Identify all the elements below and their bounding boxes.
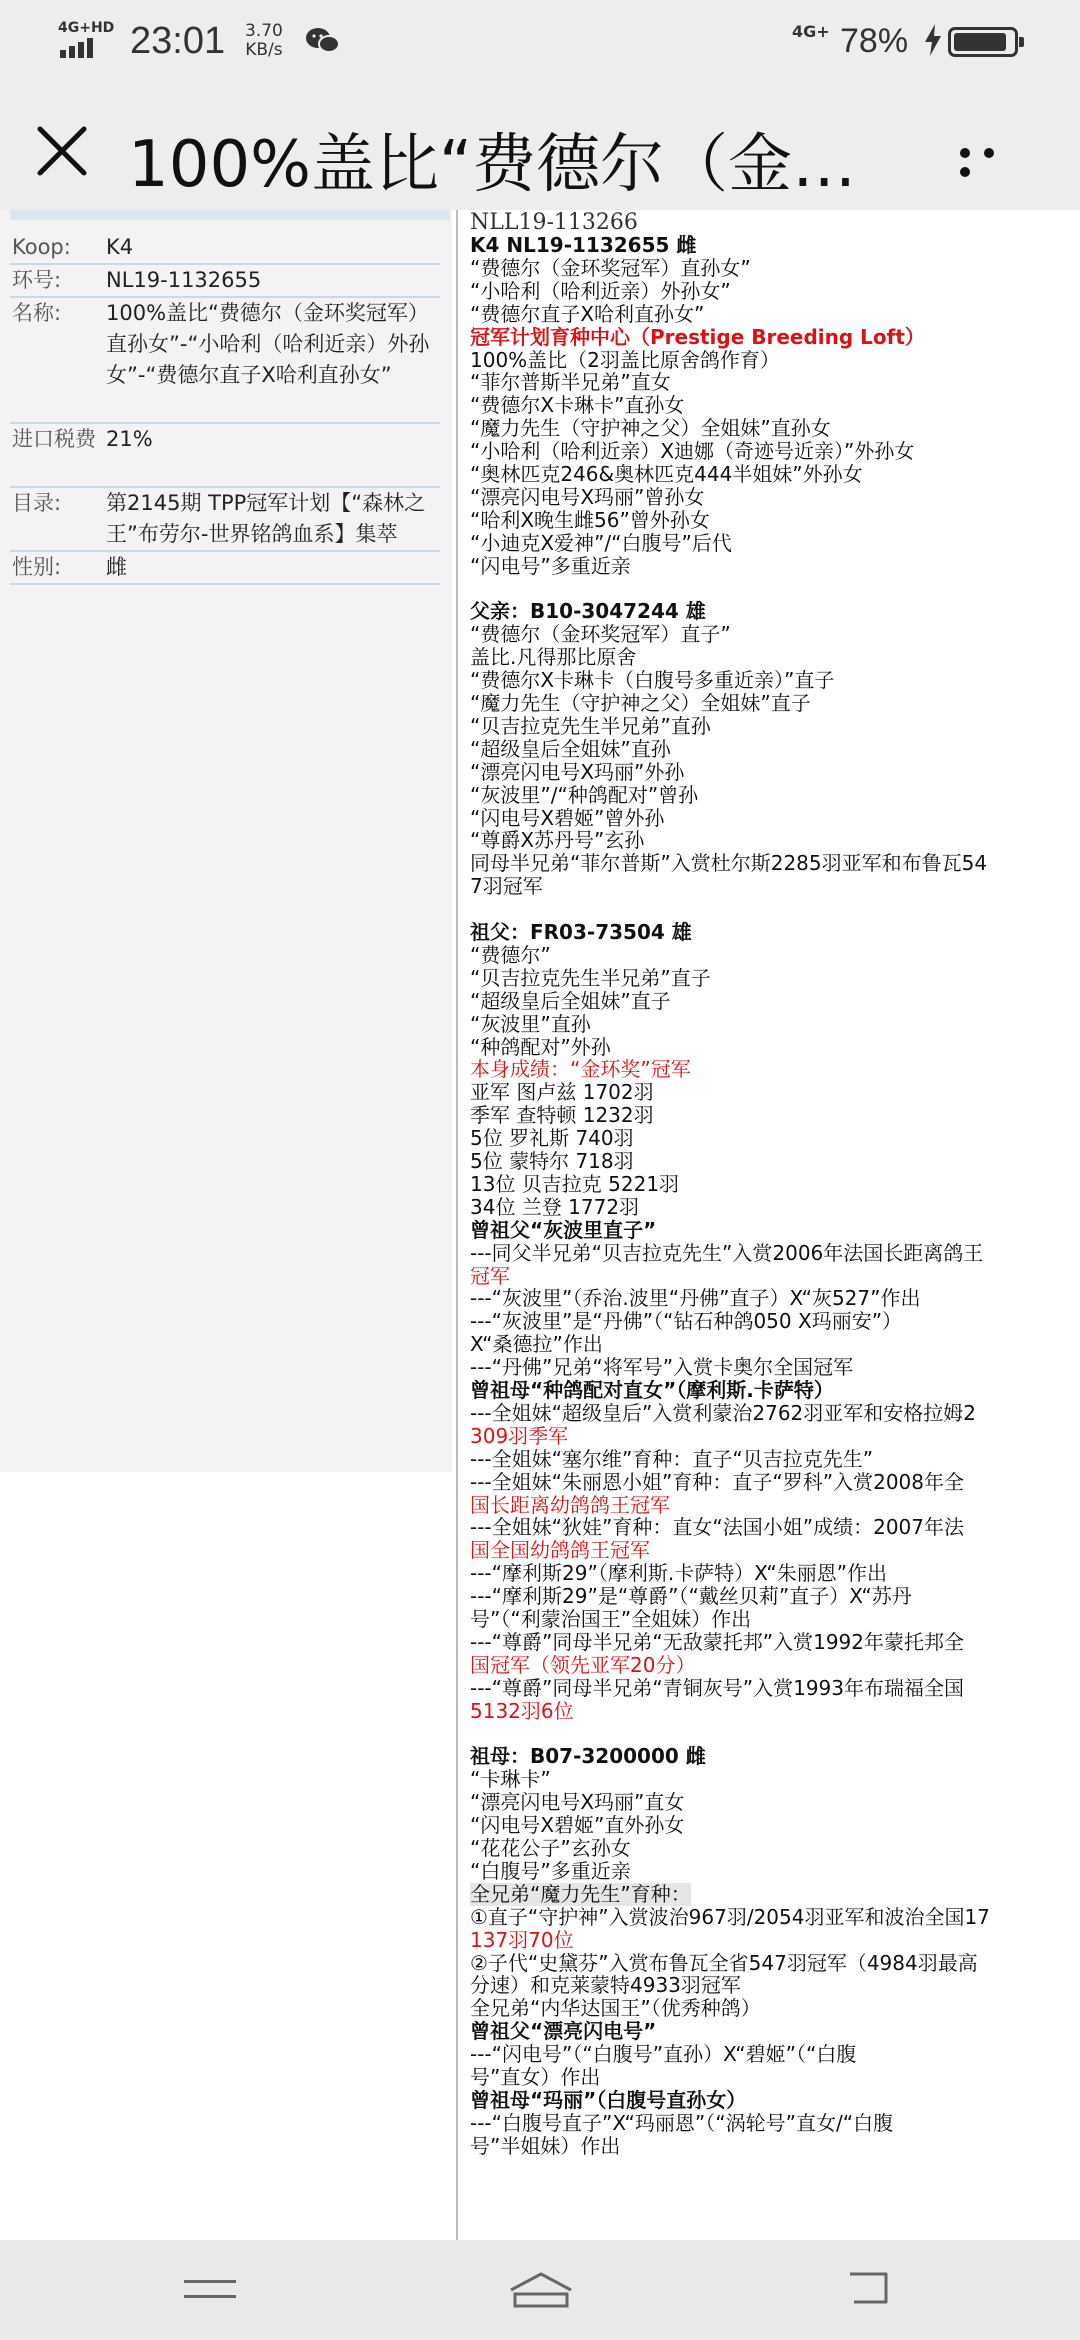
pedigree-line: 冠军计划育种中心（Prestige Breeding Loft） <box>470 324 925 349</box>
pedigree-line: “魔力先生（守护神之父）全姐妹”直子 <box>470 691 811 715</box>
pedigree-line: “漂亮闪电号X玛丽”直女 <box>470 1790 685 1815</box>
info-value: 第2145期 TPP冠军计划【“森林之王”布劳尔-世界铭鸽血系】集萃 <box>106 491 426 546</box>
pedigree-line: 祖母：B07-3200000 雌 <box>470 1744 706 1769</box>
pedigree-line: “哈利X晚生雌56”曾外孙女 <box>470 507 710 532</box>
pedigree-line: “费德尔直子X哈利直孙女” <box>470 301 705 326</box>
pedigree-line: 本身成绩：“金环奖”冠军 <box>470 1057 691 1082</box>
info-label: 目录: <box>12 491 62 515</box>
clock: 23:01 <box>130 20 226 62</box>
info-label: 性别: <box>12 555 62 579</box>
pedigree-line: “费德尔（金环奖冠军）直子” <box>470 622 731 647</box>
network-type-2: 4G+ <box>792 22 830 41</box>
pedigree-line: “尊爵X苏丹号”玄孙 <box>470 828 645 853</box>
pedigree-line: “卡琳卡” <box>470 1767 551 1792</box>
pedigree-line: ---“白腹号直子”X“玛丽恩”（“涡轮号”直女/“白腹 <box>470 2110 894 2135</box>
signal-icon <box>60 38 96 58</box>
pedigree-line: “闪电号”多重近亲 <box>470 553 631 578</box>
pedigree-line: “闪电号X碧姬”曾外孙 <box>470 805 665 830</box>
pedigree-line: 7羽冠军 <box>470 874 543 899</box>
home-icon[interactable] <box>505 2270 577 2310</box>
pedigree-line: 国全国幼鸽鸽王冠军 <box>470 1538 650 1563</box>
pedigree-line: “花花公子”玄孙女 <box>470 1836 631 1860</box>
pedigree-line: “魔力先生（守护神之父）全姐妹”直孙女 <box>470 416 831 441</box>
nav-bar <box>0 2240 1080 2340</box>
pedigree-line: 季军 查特顿 1232羽 <box>470 1103 654 1128</box>
pedigree-line: 同母半兄弟“菲尔普斯”入赏杜尔斯2285羽亚军和布鲁瓦54 <box>470 851 988 876</box>
pedigree-line: 全兄弟“魔力先生”育种： <box>470 1881 691 1906</box>
pedigree-line: ①直子“守护神”入赏波治967羽/2054羽亚军和波治全国17 <box>470 1904 990 1929</box>
pedigree-line: ---“灰波里”（乔治.波里“丹佛”直子）X“灰527”作出 <box>470 1286 921 1311</box>
info-row-gender <box>10 552 440 585</box>
battery-icon <box>948 27 1018 57</box>
info-row-ring <box>10 265 440 298</box>
info-panel <box>0 210 452 1472</box>
speed-value: 3.70 <box>245 21 283 41</box>
pedigree-line: “灰波里”直孙 <box>470 1011 591 1036</box>
bolt-icon <box>924 24 942 60</box>
pedigree-line: “菲尔普斯半兄弟”直女 <box>470 370 671 395</box>
pedigree-line: “超级皇后全姐妹”直孙 <box>470 736 671 761</box>
pedigree-line: ②子代“史黛芬”入赏布鲁瓦全省547羽冠军（4984羽最高 <box>470 1950 978 1975</box>
pedigree-line: “费德尔X卡琳卡（白腹号多重近亲）”直子 <box>470 668 835 693</box>
pedigree-line: ---同父半兄弟“贝吉拉克先生”入赏2006年法国长距离鸽王 <box>470 1240 984 1265</box>
info-value: 100%盖比“费德尔（金环奖冠军）直孙女”-“小哈利（哈利近亲）外孙女”-“费德尔直子X哈利直孙女” <box>106 301 430 387</box>
pedigree-line: X“桑德拉”作出 <box>470 1332 603 1357</box>
network-type: 4G+HD <box>58 20 115 36</box>
pedigree-line: ---“摩利斯29”（摩利斯.卡萨特）X“朱丽恩”作出 <box>470 1561 888 1586</box>
pedigree-line: 国冠军（领先亚军20分） <box>470 1652 696 1677</box>
pedigree-line: 5位 蒙特尔 718羽 <box>470 1149 634 1173</box>
pedigree-line: “费德尔” <box>470 942 551 967</box>
info-value: 21% <box>106 427 153 451</box>
pedigree-line: K4 NL19-1132655 雌 <box>470 233 697 257</box>
pedigree-line: ---全姐妹“超级皇后”入赏利蒙治2762羽亚军和安格拉姆2 <box>470 1400 976 1425</box>
pedigree-line: “贝吉拉克先生半兄弟”直子 <box>470 965 711 990</box>
pedigree-line: 309羽季军 <box>470 1423 569 1448</box>
pedigree-line: “超级皇后全姐妹”直子 <box>470 988 671 1013</box>
info-row-name <box>10 298 440 424</box>
pedigree-line: “漂亮闪电号X玛丽”外孙 <box>470 759 685 784</box>
pedigree-line: ---全姐妹“朱丽恩小姐”育种：直子“罗科”入赏2008年全 <box>470 1469 964 1494</box>
pedigree-line: “贝吉拉克先生半兄弟”直孙 <box>470 713 711 738</box>
pedigree-line: 祖父：FR03-73504 雄 <box>470 920 692 944</box>
info-value: 雌 <box>106 555 127 579</box>
info-label: 进口税费 <box>12 427 96 451</box>
pedigree-line: 5位 罗礼斯 740羽 <box>470 1126 634 1151</box>
pedigree-line: “闪电号X碧姬”直外孙女 <box>470 1813 685 1838</box>
info-row-koop <box>10 232 440 265</box>
pedigree-line: 全兄弟“内华达国王”（优秀种鸽） <box>470 1996 761 2021</box>
pedigree-line: “灰波里”/“种鸽配对”曾孙 <box>470 782 699 807</box>
pedigree-line: ---“尊爵”同母半兄弟“青铜灰号”入赏1993年布瑞福全国 <box>470 1675 964 1700</box>
info-label: 名称: <box>12 301 62 325</box>
network-speed <box>245 22 283 60</box>
pedigree-line: “种鸽配对”外孙 <box>470 1034 611 1059</box>
pedigree-line: “小哈利（哈利近亲）X迪娜（奇迹号近亲）”外孙女 <box>470 439 915 464</box>
info-row-catalog <box>10 488 440 552</box>
pedigree-line: ---全姐妹“狄娃”育种：直女“法国小姐”成绩：2007年法 <box>470 1515 964 1540</box>
pedigree-line: 号”半姐妹）作出 <box>470 2133 621 2158</box>
menu-icon[interactable] <box>184 2280 236 2304</box>
pedigree-line: “费德尔X卡琳卡”直孙女 <box>470 393 685 418</box>
pedigree-line: 34位 兰登 1772羽 <box>470 1194 640 1219</box>
title-bar <box>0 85 1080 210</box>
pedigree-line: ---“尊爵”同母半兄弟“无敌蒙托邦”入赏1992年蒙托邦全 <box>470 1629 964 1654</box>
pedigree-line: 国长距离幼鸽鸽王冠军 <box>470 1492 670 1517</box>
content-area[interactable] <box>0 210 1080 2240</box>
info-value: NL19-1132655 <box>106 268 262 292</box>
page-title: 100%盖比“费德尔（金… <box>128 128 857 202</box>
pedigree-line: 父亲：B10-3047244 雄 <box>470 599 706 624</box>
back-icon[interactable] <box>846 2270 892 2306</box>
pedigree-line: 亚军 图卢兹 1702羽 <box>470 1080 654 1105</box>
pedigree-line: 曾祖母“玛丽”（白腹号直孙女） <box>470 2087 747 2112</box>
pedigree-line: “奥林匹克246&奥林匹克444半姐妹”外孙女 <box>470 462 863 486</box>
pedigree-line: 号”直女）作出 <box>470 2065 601 2089</box>
pedigree-line: 号”（“利蒙治国王”全姐妹）作出 <box>470 1607 752 1631</box>
info-label: Koop: <box>12 235 71 259</box>
wechat-icon <box>305 26 341 60</box>
speed-unit: KB/s <box>245 40 283 60</box>
info-row-tax <box>10 424 440 488</box>
info-value: K4 <box>106 235 134 259</box>
more-icon[interactable] <box>960 143 1030 163</box>
pedigree-header: NLL19-113266 <box>470 210 638 235</box>
close-icon[interactable] <box>36 125 88 177</box>
status-bar <box>0 0 1080 85</box>
pedigree-line: “小迪克X爱神”/“白腹号”后代 <box>470 530 732 555</box>
pedigree-line: 13位 贝吉拉克 5221羽 <box>470 1171 680 1196</box>
pedigree-line: 100%盖比（2羽盖比原舍鸽作育） <box>470 347 780 372</box>
pedigree-line: ---“丹佛”兄弟“将军号”入赏卡奥尔全国冠军 <box>470 1355 854 1380</box>
pedigree-line: ---“闪电号”（“白腹号”直孙）X“碧姬”（“白腹 <box>470 2042 857 2067</box>
info-label: 环号: <box>12 268 62 292</box>
pedigree-line: 分速）和克莱蒙特4933羽冠军 <box>470 1973 741 1998</box>
pedigree-line: 曾祖母“种鸽配对直女”（摩利斯.卡萨特） <box>470 1378 834 1402</box>
pedigree-line: ---全姐妹“塞尔维”育种：直子“贝吉拉克先生” <box>470 1446 874 1471</box>
pedigree-line: “漂亮闪电号X玛丽”曾孙女 <box>470 484 705 509</box>
pedigree-line: ---“摩利斯29”是“尊爵”（“戴丝贝莉”直子）X“苏丹 <box>470 1584 912 1609</box>
pedigree-line: ---“灰波里”是“丹佛”（“钻石种鸽050 X玛丽安”） <box>470 1309 903 1334</box>
pedigree-line: “小哈利（哈利近亲）外孙女” <box>470 278 731 303</box>
pedigree-line: 137羽70位 <box>470 1927 574 1952</box>
battery-percent: 78% <box>840 22 909 60</box>
pedigree-line: 曾祖父“漂亮闪电号” <box>470 2019 657 2044</box>
pedigree-line: 盖比.凡得那比原舍 <box>470 645 637 670</box>
pedigree-line: 5132羽6位 <box>470 1698 574 1723</box>
column-divider <box>456 210 458 2240</box>
info-panel-header-strip <box>10 210 450 220</box>
pedigree-line: “费德尔（金环奖冠军）直孙女” <box>470 255 751 280</box>
pedigree-line: 冠军 <box>470 1263 510 1288</box>
pedigree-line: “白腹号”多重近亲 <box>470 1858 631 1883</box>
pedigree-line: 曾祖父“灰波里直子” <box>470 1217 657 1242</box>
